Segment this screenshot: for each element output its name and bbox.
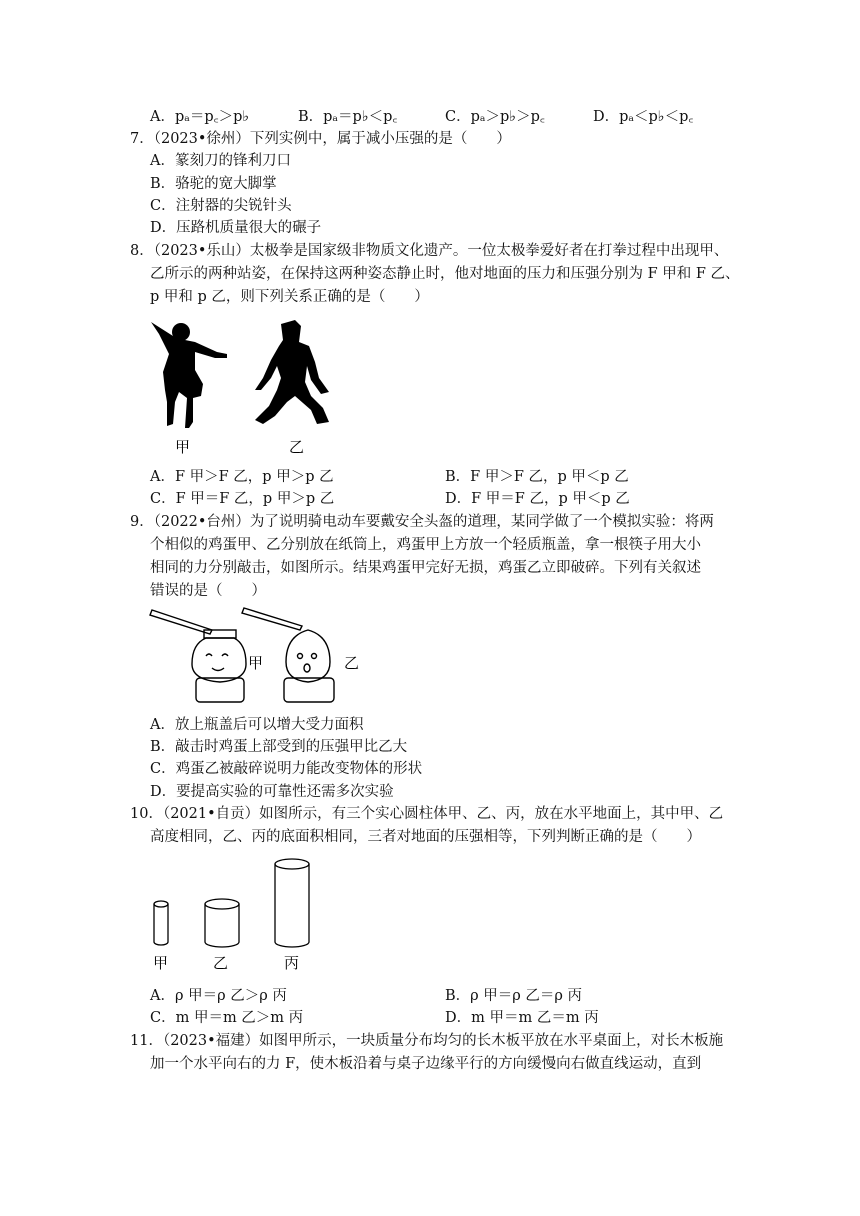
q11-stem-line-1: 11．（2023•福建）如图甲所示，一块质量分布均匀的长木板平放在水平桌面上，对长木板施 [130, 1033, 724, 1049]
q10-option-d: D．m 甲＝m 乙＝m 丙 [445, 1010, 599, 1026]
q10-stem-line-2: 高度相同，乙、丙的底面积相同，三者对地面的压强相等，下列判断正确的是（ ） [150, 829, 701, 845]
q8-stem-line-2: 乙所示的两种站姿，在保持这两种姿态静止时，他对地面的压力和压强分别为 F 甲和 F 乙、 [150, 266, 740, 282]
q10-label-bing: 丙 [284, 954, 300, 972]
q6-option-d: D．pₐ＜p♭＜p꜀ [593, 109, 694, 125]
q8-label-yi: 乙 [289, 438, 305, 456]
q6-option-b: B．pₐ＝p♭＜p꜀ [298, 109, 398, 125]
cylinder-jia [154, 901, 168, 945]
q11-stem-line-2: 加一个水平向右的力 F，使木板沿着与桌子边缘平行的方向缓慢向右做直线运动，直到 [150, 1056, 702, 1072]
q8-stem-line-1: 8．（2023•乐山）太极拳是国家级非物质文化遗产。一位太极拳爱好者在打拳过程中出现甲、 [130, 243, 729, 259]
stance-jia-silhouette [151, 322, 227, 428]
q7-option-b: B．骆驼的宽大脚掌 [150, 176, 277, 192]
q8-option-b: B．F 甲＞F 乙，p 甲＜p 乙 [445, 469, 629, 485]
q7-option-d: D．压路机质量很大的碾子 [150, 220, 322, 236]
q9-stem-line-3: 相同的力分别敲击，如图所示。结果鸡蛋甲完好无损，鸡蛋乙立即破碎。下列有关叙述 [150, 560, 701, 576]
q10-option-c: C．m 甲＝m 乙＞m 丙 [150, 1010, 304, 1026]
q8-option-c: C．F 甲＝F 乙，p 甲＞p 乙 [150, 491, 335, 507]
q6-option-a: A．pₐ＝p꜀＞p♭ [150, 109, 250, 125]
q7-option-c: C．注射器的尖锐针头 [150, 198, 292, 214]
egg-jia [192, 638, 246, 682]
q9-stem-line-2: 个相似的鸡蛋甲、乙分别放在纸筒上，鸡蛋甲上方放一个轻质瓶盖，拿一根筷子用大小 [150, 537, 701, 553]
q9-option-c: C．鸡蛋乙被敲碎说明力能改变物体的形状 [150, 761, 423, 777]
q8-taichi-figure [145, 312, 345, 462]
q10-option-b: B．ρ 甲＝ρ 乙＝ρ 丙 [445, 988, 583, 1004]
q10-cylinders-figure [145, 852, 325, 976]
chopstick-jia [150, 610, 212, 634]
q9-label-yi: 乙 [344, 654, 360, 672]
q9-option-d: D．要提高实验的可靠性还需多次实验 [150, 784, 394, 800]
q9-stem-line-1: 9．（2022•台州）为了说明骑电动车要戴安全头盔的道理，某同学做了一个模拟实验：将两 [130, 514, 714, 530]
stance-yi-silhouette [255, 320, 329, 424]
q9-option-a: A．放上瓶盖后可以增大受力面积 [150, 717, 364, 733]
q10-label-jia: 甲 [153, 954, 169, 972]
q10-stem-line-1: 10．（2021•自贡）如图所示，有三个实心圆柱体甲、乙、丙，放在水平地面上，其中甲、乙 [130, 806, 724, 822]
q10-option-a: A．ρ 甲＝ρ 乙＞ρ 丙 [150, 988, 287, 1004]
q8-option-d: D．F 甲＝F 乙，p 甲＜p 乙 [445, 491, 630, 507]
q7-option-a: A．篆刻刀的锋利刀口 [150, 153, 291, 169]
q7-stem: 7．（2023•徐州）下列实例中，属于减小压强的是（ ） [130, 131, 511, 147]
q9-stem-line-4: 错误的是（ ） [150, 583, 266, 599]
q9-egg-experiment-figure [148, 606, 368, 710]
cylinder-yi [205, 899, 239, 947]
q6-option-c: C．pₐ＞p♭＞p꜀ [445, 109, 545, 125]
q9-option-b: B．敲击时鸡蛋上部受到的压强甲比乙大 [150, 739, 408, 755]
q8-stem-line-3: p 甲和 p 乙，则下列关系正确的是（ ） [150, 289, 429, 305]
cylinder-bing [275, 859, 309, 947]
q9-label-jia: 甲 [248, 654, 264, 672]
q8-option-a: A．F 甲＞F 乙，p 甲＞p 乙 [150, 469, 334, 485]
egg-yi [286, 630, 330, 682]
chopstick-yi [242, 608, 302, 630]
q8-label-jia: 甲 [175, 438, 191, 456]
q10-label-yi: 乙 [213, 954, 229, 972]
